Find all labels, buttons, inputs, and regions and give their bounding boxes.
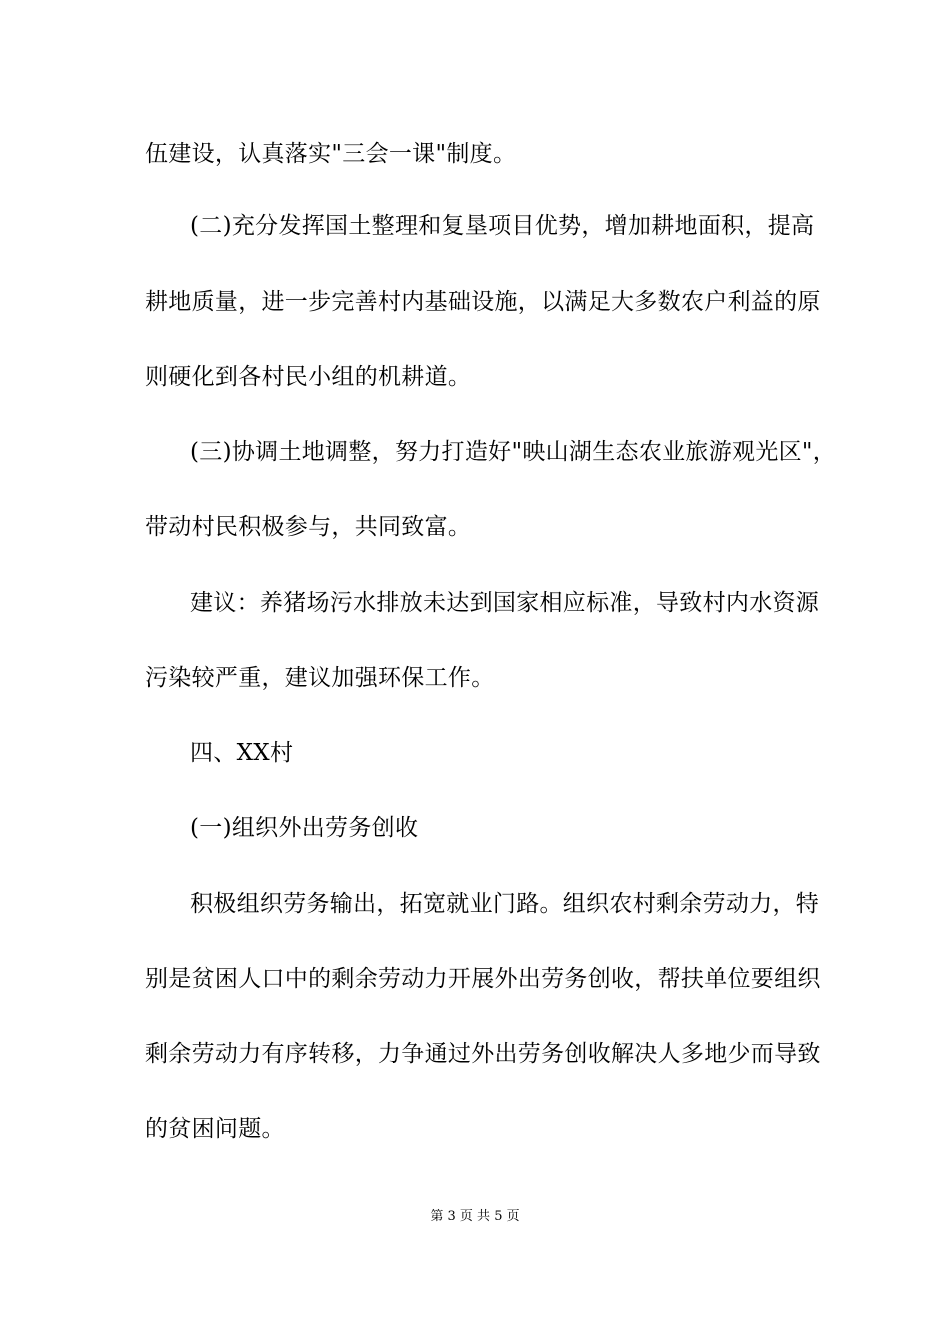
section-heading: 四、XX村	[190, 740, 294, 766]
text-line: 建议：养猪场污水排放未达到国家相应标准，导致村内水资源	[190, 590, 820, 616]
text-line: 积极组织劳务输出，拓宽就业门路。组织农村剩余劳动力，特	[190, 891, 820, 917]
text-line: 则硬化到各村民小组的机耕道。	[145, 364, 472, 390]
text-line: (三)协调土地调整，努力打造好"映山湖生态农业旅游观光区"，	[190, 439, 837, 465]
text-line: (二)充分发挥国土整理和复垦项目优势，增加耕地面积，提高	[190, 213, 815, 239]
subsection-heading: (一)组织外出劳务创收	[190, 815, 419, 841]
text-line: 污染较严重，建议加强环保工作。	[145, 665, 495, 691]
text-line: 剩余劳动力有序转移，力争通过外出劳务创收解决人多地少而导致	[145, 1041, 821, 1067]
text-line: 带动村民积极参与，共同致富。	[145, 514, 472, 540]
page-number-footer: 第 3 页 共 5 页	[430, 1209, 520, 1224]
text-line: 伍建设，认真落实"三会一课"制度。	[145, 141, 517, 167]
text-line: 耕地质量，进一步完善村内基础设施，以满足大多数农户利益的原	[145, 289, 821, 315]
text-line: 别是贫困人口中的剩余劳动力开展外出劳务创收，帮扶单位要组织	[145, 966, 821, 992]
text-line: 的贫困问题。	[145, 1116, 285, 1142]
